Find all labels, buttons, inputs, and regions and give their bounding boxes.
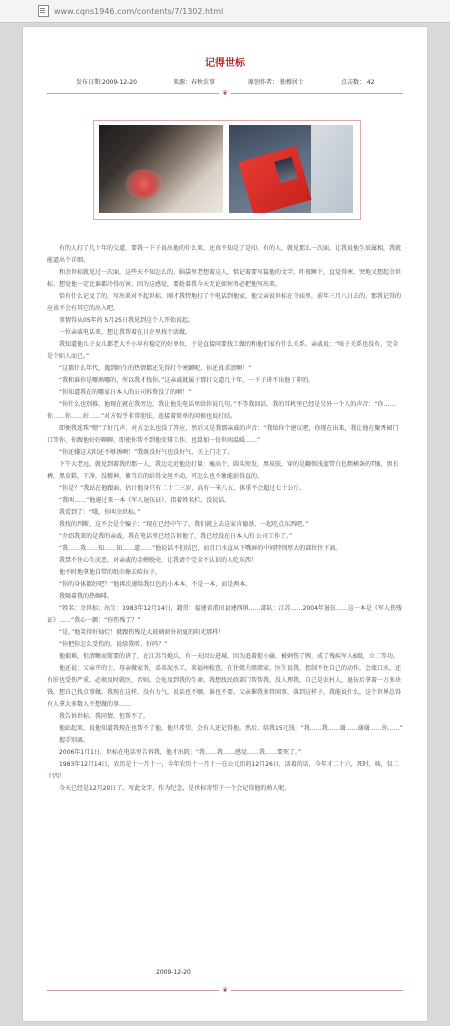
article-paragraph: 我告诉世标，我同情，但帮不了。 — [59, 713, 150, 720]
article-paragraph: 我知道他儿子女儿都老大不小早有稳定的好单位，于是直接问要找工做的和他们家有什么关系。亲戚说：“咳子关系也没有，完全是个陌人而已。” — [47, 341, 399, 360]
article-paragraph: 我禁不住心生厌恶，对亲戚的金蝉脱壳，让我请个完全不认识的人吃东西！ — [59, 557, 258, 564]
photo-frame — [93, 120, 361, 220]
certificate-photo-right — [229, 125, 353, 213]
article-meta — [23, 77, 427, 87]
article-paragraph: “你知道我在的哪家日本人的公司拆资没了的啊！” — [59, 389, 192, 396]
article-paragraph: “你的身体都好吧？”他再次递给我红色的小本本，不是一本，而是两本。 — [59, 581, 252, 588]
article-paragraph: 今天已经是12月20日了。写此文字，作为纪念，是世标寄望于一个会记得他的熟人呢。 — [59, 785, 291, 792]
footer-date: 2009-12-20 — [156, 969, 191, 976]
publish-date: 发布日期:2009-12-20 — [76, 79, 137, 86]
article-author: 原创作者： 独穆居士 — [248, 79, 304, 86]
article-source: 来源：春秋农事 — [173, 79, 216, 86]
article-paragraph: “我叫……”他递过来一本《军人退伍证》，指着姓名栏，没说话。 — [59, 497, 231, 504]
article-paragraph: 他不时地拿他自带的纸巾擦去哈拉子。 — [59, 569, 162, 576]
article-paragraph: “你什么也别推，他现在就在我旁边，我让他先电话里给你说几句。”不等我回话，我的耳机里已经是另外一个人的声音：“你……你……你……好……”对方似乎非常胆怯，连接着简单的问候也说打结。 — [47, 401, 396, 420]
article-paragraph: “是。”他笑得好灿烂！就跟伤残是大玻璃窗外初夏的阳光那样！ — [59, 629, 225, 636]
article-paragraph: 我找的判断，这不会是个骗子：“现在已经中午了，我们就上去这家肯德基，一起吃点东西吧。” — [59, 521, 309, 528]
seal-stamp — [125, 169, 163, 199]
article-paragraph: 我看到了：“哦，你叫余世标。” — [59, 509, 141, 516]
address-bar[interactable] — [0, 0, 450, 23]
divider-top — [47, 90, 403, 98]
article-title: 记得世标 — [205, 58, 245, 69]
flourish-icon: ❦ — [219, 90, 231, 97]
article-paragraph: 我喝着我的热咖啡。 — [59, 593, 114, 600]
article-paragraph: 一位亲戚电话来，想让我帮着在日企里找个活做。 — [59, 329, 192, 336]
article-paragraph: “你把你怎么受伤的，说给我听，好吗？” — [59, 641, 168, 648]
article-paragraph: 有的人打了几十年的交道，要我一下子说出他的什么来，还真不知是了是印。有的人，就见那么一次面，让我说他生辰属相，我就能道出个详细。 — [47, 245, 402, 264]
article-paragraph: 他艰难，但清晰而简要的讲了，在江苏当炮兵，有一天因公进城，因为追着捉小偷，被刺伤了脾，成了残疾军人6级，立二等功。 — [59, 653, 399, 660]
article-paragraph: 恰有什么记叉了的，写出来对不起世标，刚才我特地打了个电话到他家，他父亲说世标在寺庙里，前年三月八日去的。那我记得的应该不会有其它的出入吧。 — [47, 293, 402, 312]
view-count: 点击数： 42 — [341, 79, 375, 86]
article-paragraph: 他还说：父亲开的士，母亲做家务，弟弟泥水工，来福州检查，在住姐夫姐姐家。医生说我，控制不住自己的动作，会流口水，还有肝也受伤严重，必须及时就医，否则，会危及到我的生命。我想找民政部门帮帮我，没人理我，自己是农村人，退伍后拿着一万多块钱，想自己找点事做。我现在这样，没有力气，说话也不顺，谁也不要。父亲催我多管闲事，落到这样子。我能说什么，这个世界总得有人拿大多数人不想做的事…… — [47, 665, 402, 708]
article-paragraph: 1983年12月14日，农历是十一月十一，今年农历十一月十一在公元历的12月26日，活着的话，今年才二十六，死时，咳，仅二十四！ — [47, 761, 399, 780]
red-certificate — [238, 146, 311, 213]
article-paragraph: 握手别离。 — [59, 737, 90, 744]
article-paragraph: “你是？”我站在他跟面，估计他身只有二十二三岁，高有一米八五，体重不会超过七十公斤。 — [59, 485, 306, 492]
article-paragraph: 2006年1月1日，世标在电话里告诉我，他才出院：“我……我……感觉……我……要死了。” — [59, 749, 302, 756]
article-paragraph: 下午大老远，就见到着我的那一人，我边走近他边打量：瘦高个，圆头短发，黑皮肤，穿的是翻领浅蓝带白色粗横条的T恤，黑长裤，黑皮鞋，干净，没精神，象当兵的站得文丝不动，可怎么也不象能站得直的。 — [47, 461, 399, 480]
divider-bottom — [47, 987, 403, 995]
page-icon — [38, 5, 49, 17]
article-body — [47, 243, 403, 795]
flourish-icon: ❦ — [219, 987, 231, 994]
article-paragraph: “我和谁你是哪熟哪的，所以我才找你。”这亲戚就属于那打交道几十年，一下子讲不出他丁卯的。 — [59, 377, 315, 384]
article-paragraph: “你还嫌这大阳还不够诱啊！”我既没好气也没好气，关上门走了。 — [59, 449, 234, 456]
article-paragraph: 事情得从05年的 5月25日我见到这个人开始说起。 — [59, 317, 194, 324]
article-page — [22, 26, 428, 1022]
article-paragraph: 和余世标就见过一次面，这些天不知怎么的，脑袋里老想着这人，惦记着要写篇他的文字，昨夜睡下，直觉得寒，突地又想起余世标。想觉他一定比谁都冷得厉害，因为这感觉，要趁着我今天无论如何务必把他写出来。 — [47, 269, 402, 288]
article-paragraph: 他站起来，说他知道我现在也帮不了他，他只希望，会有人还记得他。然后，给我15元钱：“我……我……谢……谢谢……你……” — [59, 725, 403, 732]
url-text[interactable]: www.cqns1946.com/contents/7/1302.html — [54, 6, 224, 16]
article-paragraph: “介绍我来的是我的亲戚，我在电话里已经告诉他了，我已经没在日本人的 公司工作了。” — [59, 533, 293, 540]
article-paragraph: “这都什么年代，遇到陌生的热情都还先得打个寒颤呢，你还真求清啊！” — [59, 365, 252, 372]
article-paragraph: 即便我连珠“嗯”了好几声，对方怎么也没了答应，然后又是我那亲戚的声音：“我给你个建议吧，你现在出来，我让他在聚香园门口等你，你跟他好好聊聊，即使你帮不到他安排工作，也算加一份世间温暖……” — [47, 425, 399, 444]
article-paragraph: “姓名：余世标；出生：1983年12月14日，籍贯：福建省莆田县建西镇……部队：江苏……2004年退伍……这一本是《军人伤残证》……”我心一颤：“你伤残了？” — [47, 605, 402, 624]
certificate-photo-left — [99, 125, 223, 213]
article-paragraph: “我……我……知……知……道……”他说话不但结巴，而且口水直从下嘴唇的中间特别厚大的部位往下淌。 — [59, 545, 342, 552]
